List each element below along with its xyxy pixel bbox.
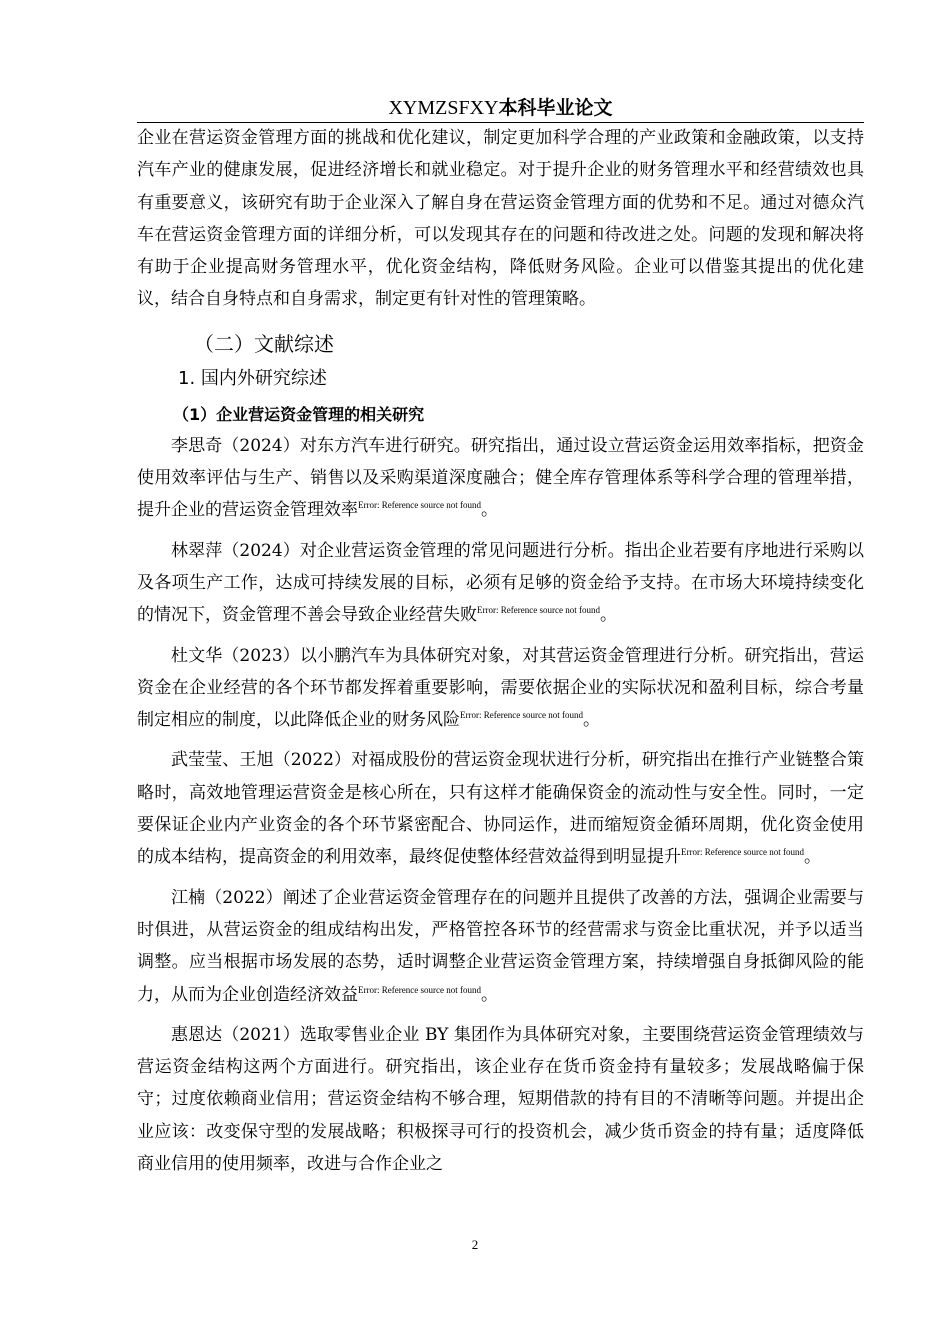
literature-paragraph-1 — [137, 430, 864, 527]
subsection-heading: 1. 国内外研究综述 — [178, 367, 327, 389]
period: 。 — [599, 605, 617, 626]
reference-error: Error: Reference source not found — [681, 847, 804, 858]
period: 。 — [480, 984, 498, 1005]
header-title-suffix: 本科毕业论文 — [498, 97, 613, 119]
intro-paragraph: 企业在营运资金管理方面的挑战和优化建议，制定更加科学合理的产业政策和金融政策，以支持汽车产业的健康发展，促进经济增长和就业稳定。对于提升企业的财务管理水平和经营绩效也具有重要意义，该研究有助于企业深入了解自身在营运资金管理方面的优势和不足。通过对德众汽车在营运资金管理方面的详细分析，可以发现其存在的问题和待改进之处。问题的发现和解决将有助于企业提高财务管理水平，优化资金结构，降低财务风险。企业可以借鉴其提出的优化建议，结合自身特点和自身需求，制定更有针对性的管理策略。 — [137, 128, 864, 310]
paragraph-text: 杜文华（2023）以小鹏汽车为具体研究对象，对其营运资金管理进行分析。研究指出，营运资金在企业经营的各个环节都发挥着重要影响，需要依据企业的实际状况和盈利目标，综合考量制定相应的制度，以此降低企业的财务风险 — [137, 645, 864, 731]
reference-error: Error: Reference source not found — [358, 500, 481, 511]
header-school-code: XYMZSFXY — [388, 97, 499, 119]
page-header — [137, 92, 864, 123]
reference-error: Error: Reference source not found — [460, 710, 583, 721]
subsubsection-heading: （1）企业营运资金管理的相关研究 — [173, 404, 425, 424]
literature-paragraph-2 — [137, 535, 864, 632]
literature-paragraph-6: 惠恩达（2021）选取零售业企业 BY 集团作为具体研究对象，主要围绕营运资金管理绩效与营运资金结构这两个方面进行。研究指出，该企业存在货币资金持有量较多；发展战略偏于保守；过度依赖商业信用；营运资金结构不够合理，短期借款的持有目的不清晰等问题。并提出企业应该：改变保守型的发展战略；积极探寻可行的投资机会，减少货币资金的持有量；适度降低商业信用的使用频率，改进与合作企业之 — [137, 1024, 864, 1175]
section-heading: （二）文献综述 — [194, 331, 334, 356]
page-number: 2 — [471, 1237, 479, 1252]
literature-paragraph-4 — [137, 744, 864, 873]
paragraph-text: 林翠萍（2024）对企业营运资金管理的常见问题进行分析。指出企业若要有序地进行采购以及各项生产工作，达成可持续发展的目标，必须有足够的资金给予支持。在市场大环境持续变化的情况下，资金管理不善会导致企业经营失败 — [137, 540, 864, 626]
page-body — [137, 122, 864, 1180]
reference-error: Error: Reference source not found — [358, 984, 481, 995]
period: 。 — [803, 847, 821, 868]
period: 。 — [480, 500, 498, 521]
paragraph-text: 江楠（2022）阐述了企业营运资金管理存在的问题并且提供了改善的方法，强调企业需要与时俱进，从营运资金的组成结构出发，严格管控各环节的经营需求与资金比重状况，并予以适当调整。应当根据市场发展的态势，适时调整企业营运资金管理方案，持续增强自身抵御风险的能力，从而为企业创造经济效益 — [137, 887, 864, 1005]
paragraph-text: 武莹莹、王旭（2022）对福成股份的营运资金现状进行分析，研究指出在推行产业链整合策略时，高效地管理运营资金是核心所在，只有这样才能确保资金的流动性与安全性。同时，一定要保证企业内产业资金的各个环节紧密配合、协同运作，进而缩短资金循环周期，优化资金使用的成本结构，提高资金的利用效率，最终促使整体经营效益得到明显提升 — [137, 750, 864, 868]
literature-paragraph-3 — [137, 640, 864, 737]
reference-error: Error: Reference source not found — [477, 605, 600, 616]
paragraph-text: 李思奇（2024）对东方汽车进行研究。研究指出，通过设立营运资金运用效率指标，把资金使用效率评估与生产、销售以及采购渠道深度融合；健全库存管理体系等科学合理的管理举措，提升企业的营运资金管理效率 — [137, 435, 864, 521]
period: 。 — [582, 710, 600, 731]
literature-paragraph-5 — [137, 882, 864, 1011]
